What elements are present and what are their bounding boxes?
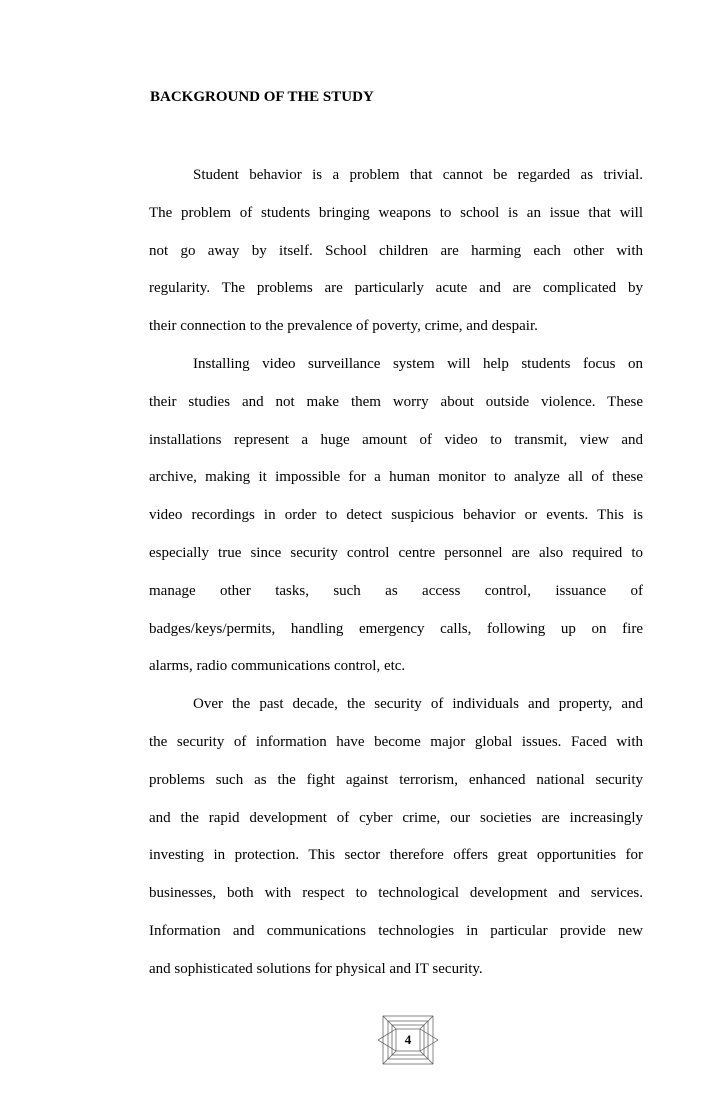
body-text	[149, 162, 643, 994]
text-line: Installing video surveillance system will help students focus on	[193, 355, 643, 372]
page-number-frame	[378, 1015, 438, 1065]
page-number: 4	[404, 1032, 412, 1047]
text-line: installations represent a huge amount of video to transmit, view and	[149, 431, 643, 448]
text-line: archive, making it impossible for a human monitor to analyze all of these	[149, 469, 643, 486]
text-line: regularity. The problems are particularly acute and are complicated by	[149, 280, 643, 297]
text-line: Over the past decade, the security of individuals and property, and	[193, 696, 643, 713]
text-line: businesses, both with respect to technological development and services.	[149, 885, 643, 902]
text-line: Student behavior is a problem that cannot be regarded as trivial.	[193, 167, 643, 183]
text-line: Information and communications technologies in particular provide new	[149, 922, 643, 939]
text-line: their studies and not make them worry about outside violence. These	[149, 393, 643, 410]
text-line: manage other tasks, such as access control, issuance of	[149, 582, 643, 599]
text-line: not go away by itself. School children are harming each other with	[149, 242, 643, 259]
text-line: alarms, radio communications control, etc.	[149, 658, 406, 675]
text-line: problems such as the fight against terrorism, enhanced national security	[149, 771, 643, 788]
section-heading: BACKGROUND OF THE STUDY	[150, 89, 374, 105]
text-line: video recordings in order to detect suspicious behavior or events. This is	[149, 507, 643, 524]
text-line: and the rapid development of cyber crime, our societies are increasingly	[149, 809, 643, 826]
text-line: their connection to the prevalence of poverty, crime, and despair.	[149, 318, 538, 335]
text-line: The problem of students bringing weapons to school is an issue that will	[149, 204, 643, 221]
text-line: the security of information have become major global issues. Faced with	[149, 733, 643, 750]
text-line: and sophisticated solutions for physical and IT security.	[149, 960, 483, 977]
text-line: investing in protection. This sector therefore offers great opportunities for	[149, 847, 643, 864]
text-line: badges/keys/permits, handling emergency calls, following up on fire	[149, 620, 643, 637]
text-line: especially true since security control centre personnel are also required to	[149, 544, 643, 561]
